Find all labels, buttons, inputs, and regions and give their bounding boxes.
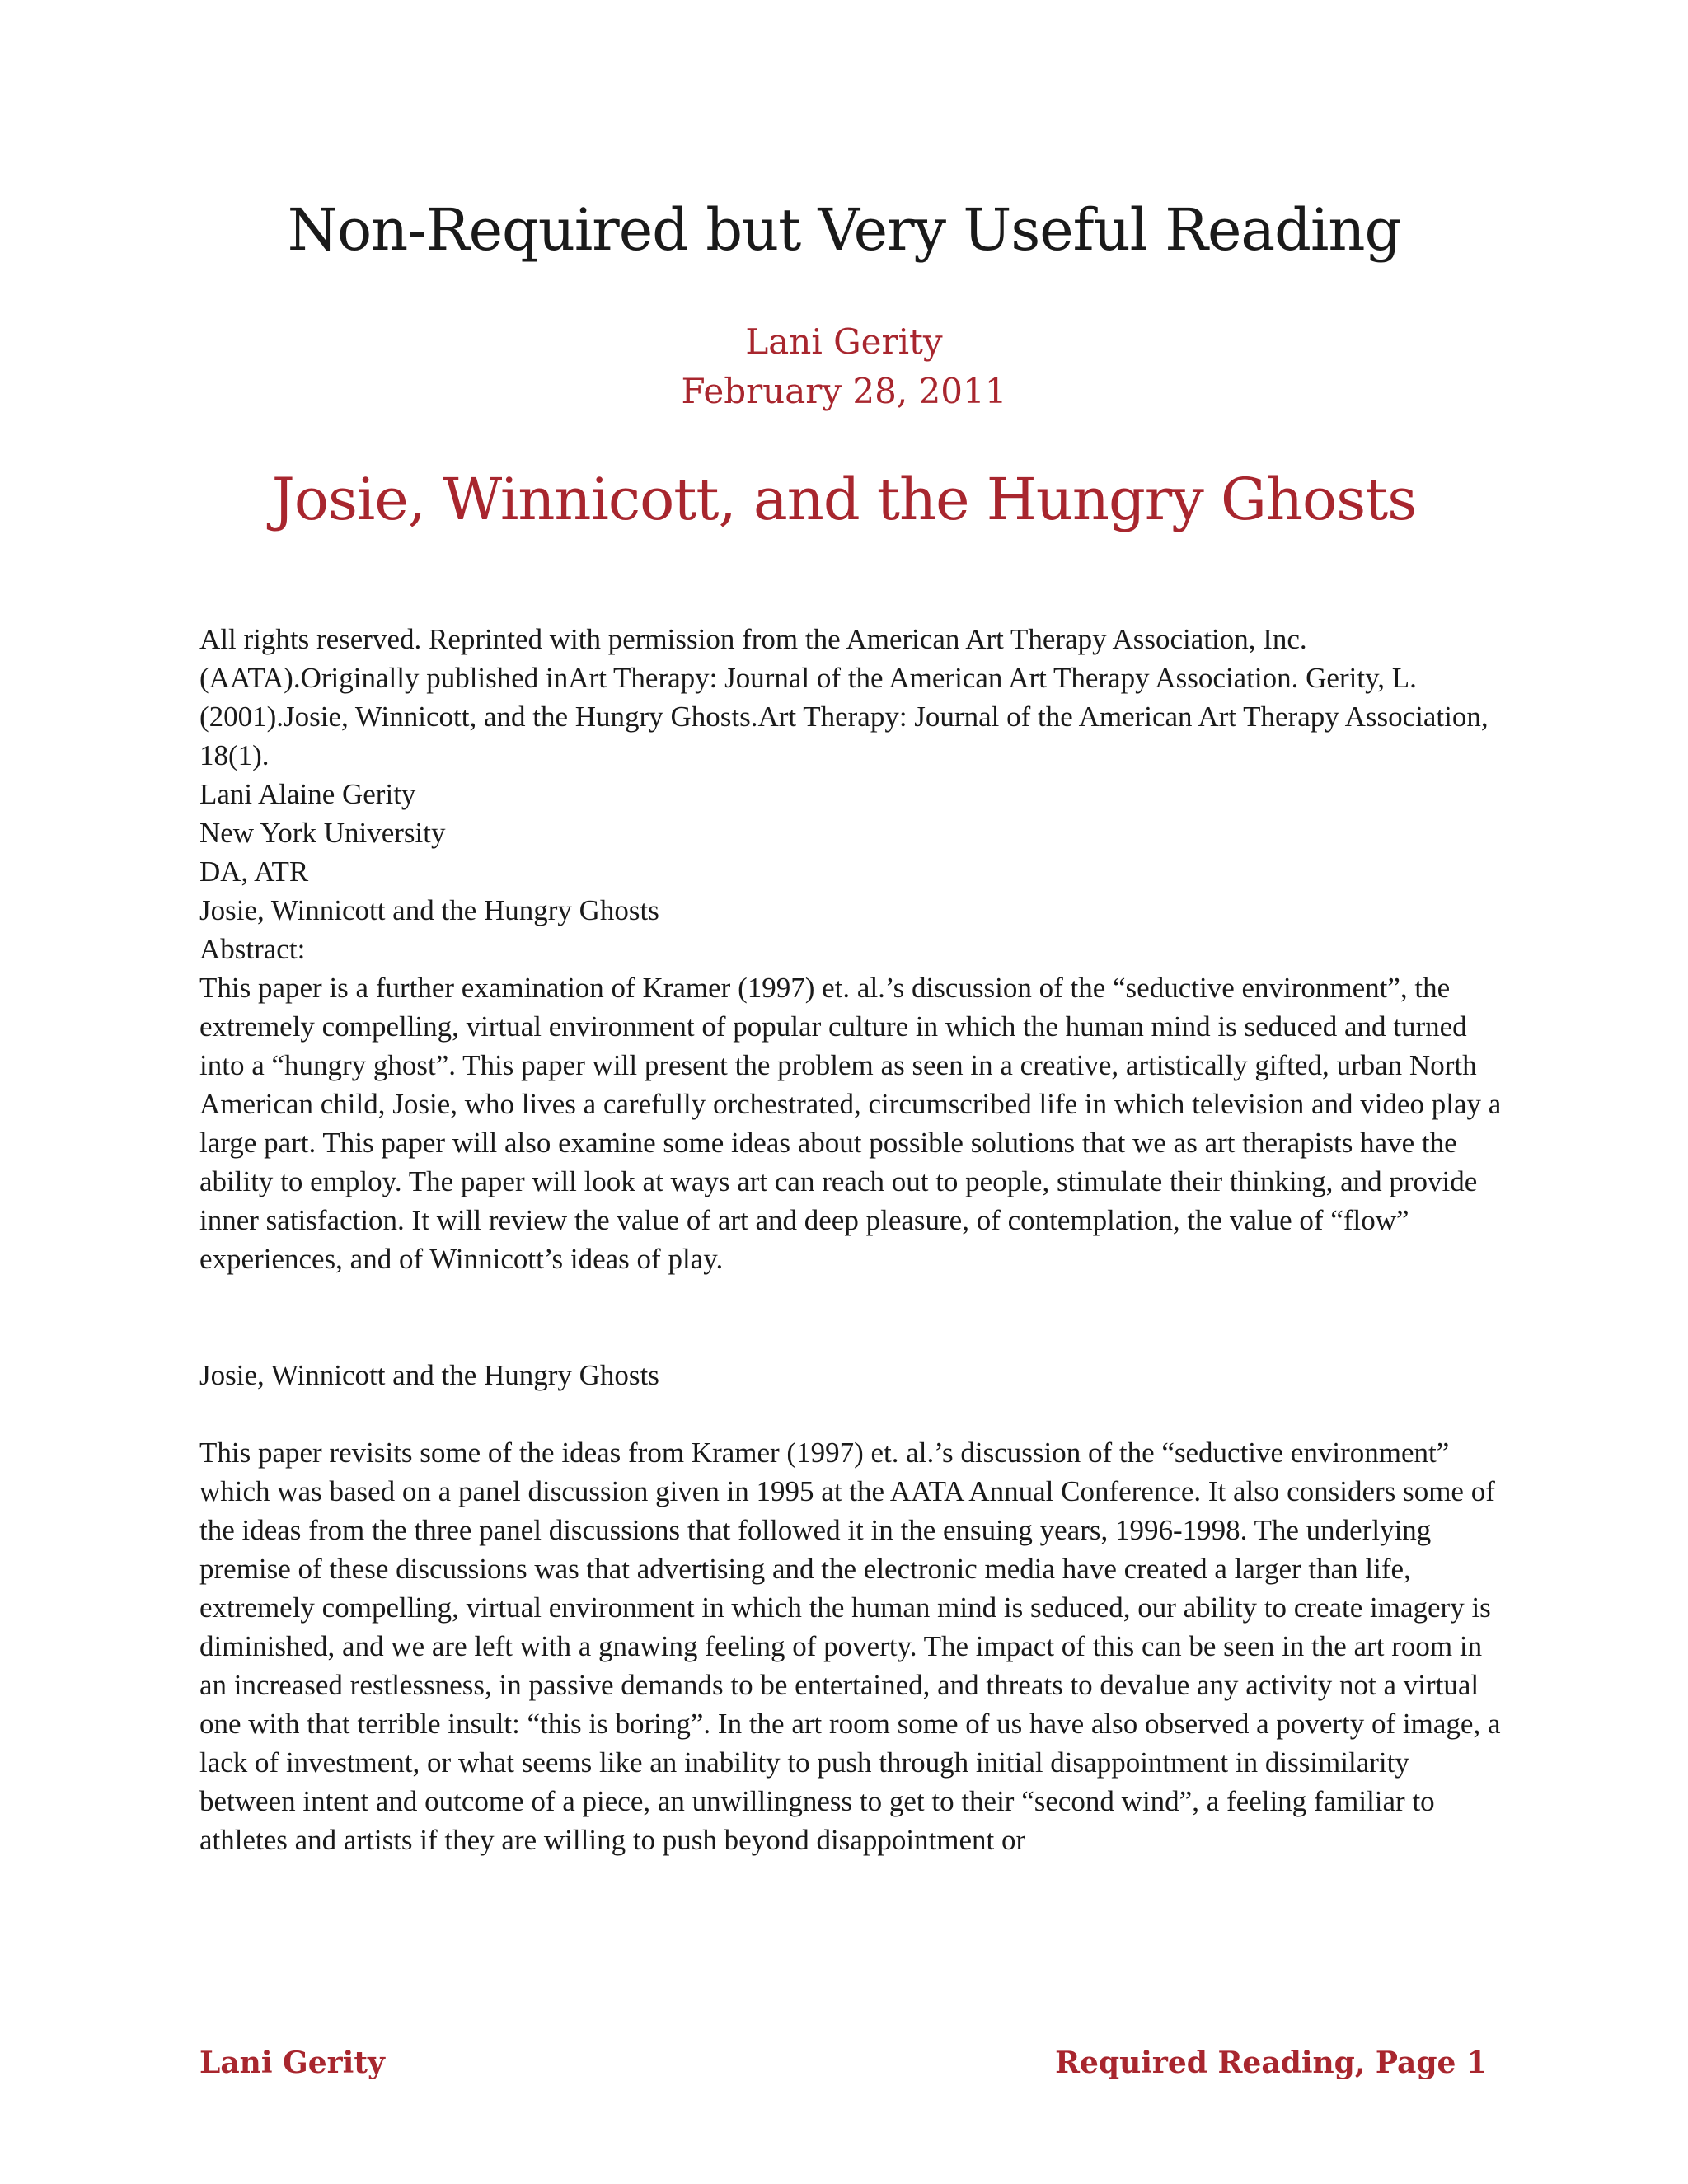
article-title: Josie, Winnicott, and the Hungry Ghosts (271, 466, 1417, 533)
footer-page-label: Required Reading, Page 1 (1055, 2046, 1487, 2080)
running-title: Josie, Winnicott and the Hungry Ghosts (199, 894, 659, 926)
footer-author: Lani Gerity (199, 2046, 385, 2080)
abstract-text: This paper is a further examination of Kramer (1997) et. al.’s discussion of the “seductive environment”, the extremely compelling, virtual environment of popular culture in which the human mind is seduced and turned into a “hungry ghost”. This paper will present the problem as seen in a creative, artistically gifted, urban North American child, Josie, who lives a carefully orchestrated, circumscribed life in which television and video play a large part. This paper will also examine some ideas about possible solutions that we as art therapists have the ability to employ. The paper will look at ways art can reach out to people, stimulate their thinking, and provide inner satisfaction. It will review the value of art and deep pleasure, of contemplation, the value of “flow” experiences, and of Winnicott’s ideas of play. (199, 972, 1502, 1275)
body-paragraph: This paper revisits some of the ideas from Kramer (1997) et. al.’s discussion of the “seductive environment” which was based on a panel discussion given in 1995 at the AATA Annual Conference. It also considers some of the ideas from the three panel discussions that followed it in the ensuing years, 1996-1998. The underlying premise of these discussions was that advertising and the electronic media have created a larger than life, extremely compelling, virtual environment in which the human mind is seduced, our ability to create imagery is diminished, and we are left with a gnawing feeling of poverty. The impact of this can be seen in the art room in an increased restlessness, in passive demands to be entertained, and threats to devalue any activity not a virtual one with that terrible insult: “this is boring”. In the art room some of us have also observed a poverty of image, a lack of investment, or what seems like an inability to push through initial disappointment in dissimilarity between intent and outcome of a piece, an unwillingness to get to their “second wind”, a feeling familiar to athletes and artists if they are willing to push beyond disappointment or (199, 1436, 1501, 1856)
author-name: Lani Gerity (745, 321, 943, 362)
permission-notice: All rights reserved. Reprinted with permission from the American Art Therapy Association, Inc. (AATA).Originally published inArt Therapy: Journal of the American Art Therapy Association. Gerity, L.(2001).Josie, Winnicott, and the Hungry Ghosts.Art Therapy: Journal of the American Art Therapy Association, 18(1). (199, 623, 1489, 771)
affiliation: New York University (199, 817, 446, 849)
abstract-label: Abstract: (199, 933, 306, 965)
author-full-name: Lani Alaine Gerity (199, 778, 416, 810)
page-header-title: Non-Required but Very Useful Reading (287, 196, 1401, 264)
spacer (199, 1278, 1502, 1356)
publication-date: February 28, 2011 (681, 371, 1007, 411)
section-heading: Josie, Winnicott and the Hungry Ghosts (199, 1359, 659, 1391)
article-body (199, 620, 1502, 1859)
spacer (199, 1394, 1502, 1433)
credentials: DA, ATR (199, 855, 309, 888)
